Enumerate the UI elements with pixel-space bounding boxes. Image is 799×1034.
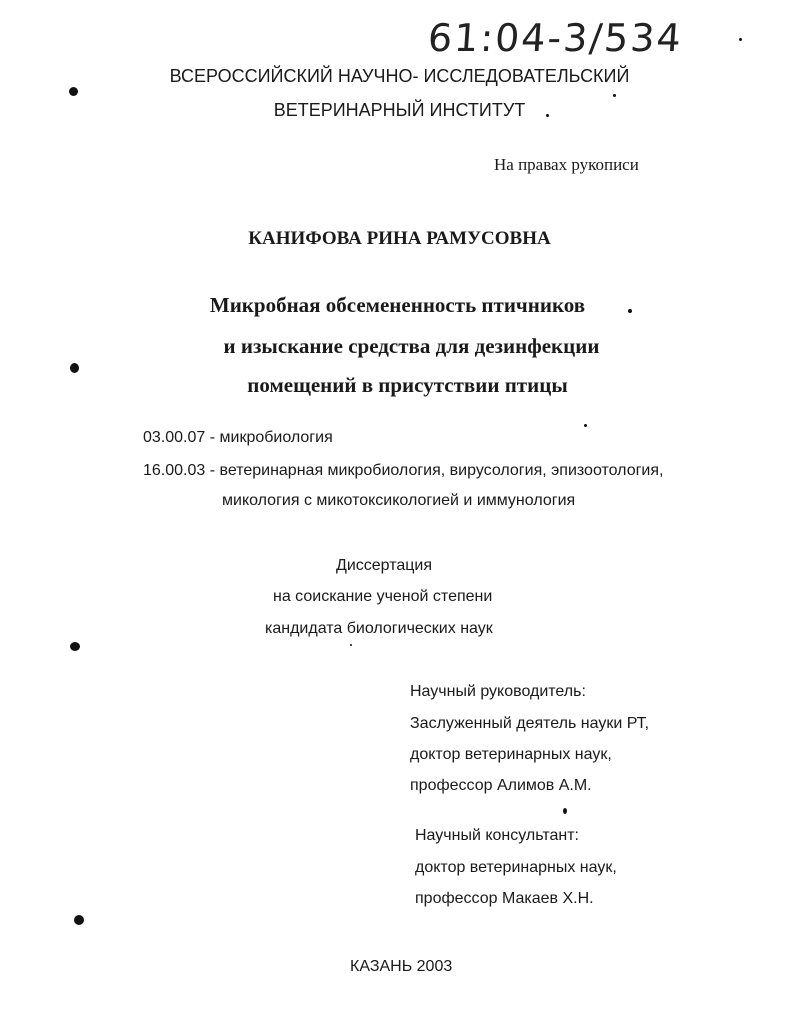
scan-speck <box>74 915 84 925</box>
institute-line-1: ВСЕРОССИЙСКИЙ НАУЧНО- ИССЛЕДОВАТЕЛЬСКИЙ <box>169 66 630 86</box>
scan-speck <box>628 309 632 313</box>
scan-speck <box>739 38 742 41</box>
supervisor-label: Научный руководитель: <box>410 683 586 700</box>
archive-code-handwritten: 61:04-3/534 <box>426 16 685 60</box>
scan-speck <box>70 642 80 651</box>
city-year: КАЗАНЬ 2003 <box>350 958 453 975</box>
thesis-title-line-1: Микробная обсемененность птичников <box>209 293 586 317</box>
degree-line-1: на соискание ученой степени <box>273 588 493 605</box>
thesis-title-line-3: помещений в присутствии птицы <box>247 373 568 397</box>
supervisor-line-1: Заслуженный деятель науки РТ, <box>410 715 650 732</box>
author-name: КАНИФОВА РИНА РАМУСОВНА <box>248 228 551 249</box>
scan-speck <box>70 363 79 373</box>
degree-line-2: кандидата биологических наук <box>265 620 493 637</box>
institute-line-2: ВЕТЕРИНАРНЫЙ ИНСТИТУТ <box>273 100 526 120</box>
supervisor-line-3: профессор Алимов А.М. <box>410 777 592 794</box>
scan-speck <box>584 424 587 427</box>
scan-speck <box>563 808 567 814</box>
consultant-line-2: профессор Макаев Х.Н. <box>415 890 594 907</box>
consultant-label: Научный консультант: <box>415 827 579 844</box>
supervisor-line-2: доктор ветеринарных наук, <box>410 746 612 763</box>
manuscript-note: На правах рукописи <box>494 155 639 174</box>
scan-speck <box>350 644 352 646</box>
scan-speck <box>69 87 78 96</box>
thesis-title-line-2: и изыскание средства для дезинфекции <box>223 334 600 358</box>
consultant-line-1: доктор ветеринарных наук, <box>415 859 617 876</box>
scan-speck <box>613 94 616 97</box>
specialty-code-1: 03.00.07 - микробиология <box>143 429 333 446</box>
scan-speck <box>546 114 549 117</box>
dissertation-label: Диссертация <box>336 557 433 574</box>
specialty-code-2: 16.00.03 - ветеринарная микробиология, вирусология, эпизоотология, <box>143 462 664 479</box>
specialty-code-2-continued: микология с микотоксикологией и иммунология <box>222 492 576 509</box>
